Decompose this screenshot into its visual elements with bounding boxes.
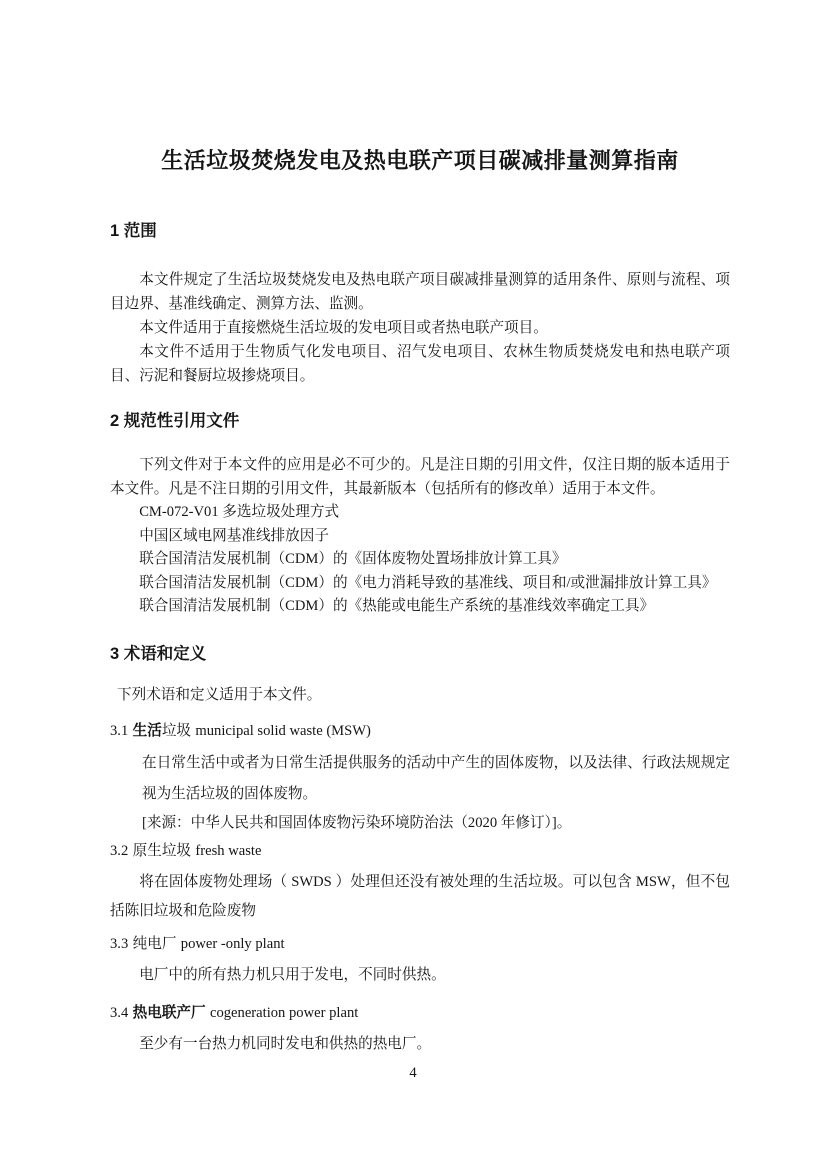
section-1-paragraph: 本文件规定了生活垃圾焚烧发电及热电联产项目碳减排量测算的适用条件、原则与流程、项目边界、基准线确定、测算方法、监测。: [110, 272, 730, 312]
term-3-4-definition: 至少有一台热力机同时发电和供热的热电厂。: [139, 1035, 432, 1052]
section-3-intro: 下列术语和定义适用于本文件。: [117, 686, 322, 703]
term-definition-text: 在日常生活中或者为日常生活提供服务的活动中产生的固体废物，以及法律、行政法规规定视为生活垃圾的固体废物。: [142, 754, 730, 802]
term-number: 3.3: [110, 935, 129, 952]
term-3-1-heading: [110, 720, 730, 742]
term-name-zh: 纯电厂: [132, 935, 177, 952]
term-name-en: cogeneration power plant: [209, 1004, 359, 1021]
term-3-1-definition: [142, 748, 730, 836]
section-1-body: [110, 268, 730, 388]
section-1-heading: 1 范围: [110, 222, 157, 240]
term-name-en: fresh waste: [195, 842, 262, 859]
reference-item: 联合国清洁发展机制（CDM）的《热能或电能生产系统的基准线效率确定工具》: [139, 598, 655, 614]
term-3-4-heading: [110, 1002, 730, 1024]
section-1-paragraph: 本文件不适用于生物质气化发电项目、沼气发电项目、农林生物质焚烧发电和热电联产项目、污泥和餐厨垃圾掺烧项目。: [110, 344, 730, 384]
reference-item: 中国区域电网基准线排放因子: [139, 527, 329, 544]
reference-item: 联合国清洁发展机制（CDM）的《电力消耗导致的基准线、项目和/或泄漏排放计算工具》: [139, 574, 717, 591]
reference-list: [110, 501, 730, 619]
term-number: 3.4: [110, 1004, 129, 1021]
page-number: 4: [409, 1065, 417, 1081]
section-2-body: [110, 454, 730, 619]
section-2-intro: 下列文件对于本文件的应用是必不可少的。凡是注日期的引用文件，仅注日期的版本适用于本文件。凡是不注日期的引用文件，其最新版本（包括所有的修改单）适用于本文件。: [110, 457, 730, 497]
section-2-heading: 2 规范性引用文件: [110, 412, 240, 430]
term-name-zh: 原生垃圾: [132, 842, 192, 859]
document-title: 生活垃圾焚烧发电及热电联产项目碳减排量测算指南: [161, 148, 679, 173]
term-number: 3.1: [110, 722, 129, 739]
term-name-zh: 垃圾: [161, 722, 192, 739]
reference-item: CM-072-V01 多选垃圾处理方式: [139, 504, 340, 520]
term-name-zh-bold: 热电联产厂: [132, 1004, 206, 1021]
term-number: 3.2: [110, 842, 129, 859]
reference-item: 联合国清洁发展机制（CDM）的《固体废物处置场排放计算工具》: [139, 551, 567, 567]
section-3-heading: 3 术语和定义: [110, 644, 207, 663]
term-source-note: [来源：中华人民共和国固体废物污染环境防治法（2020 年修订）]。: [142, 814, 572, 831]
term-3-3-definition: 电厂中的所有热力机只用于发电，不同时供热。: [139, 966, 446, 983]
term-name-zh-bold: 生活: [132, 722, 162, 739]
term-name-en: municipal solid waste (MSW): [195, 722, 371, 739]
section-1-paragraph: 本文件适用于直接燃烧生活垃圾的发电项目或者热电联产项目。: [139, 320, 548, 336]
term-3-2-heading: [110, 840, 730, 862]
term-name-en: power -only plant: [180, 935, 285, 952]
term-3-3-heading: [110, 933, 730, 955]
term-3-2-definition: 将在固体废物处理场（ SWDS ）处理但还没有被处理的生活垃圾。可以包含 MSW，但不包括陈旧垃圾和危险废物: [110, 873, 730, 919]
